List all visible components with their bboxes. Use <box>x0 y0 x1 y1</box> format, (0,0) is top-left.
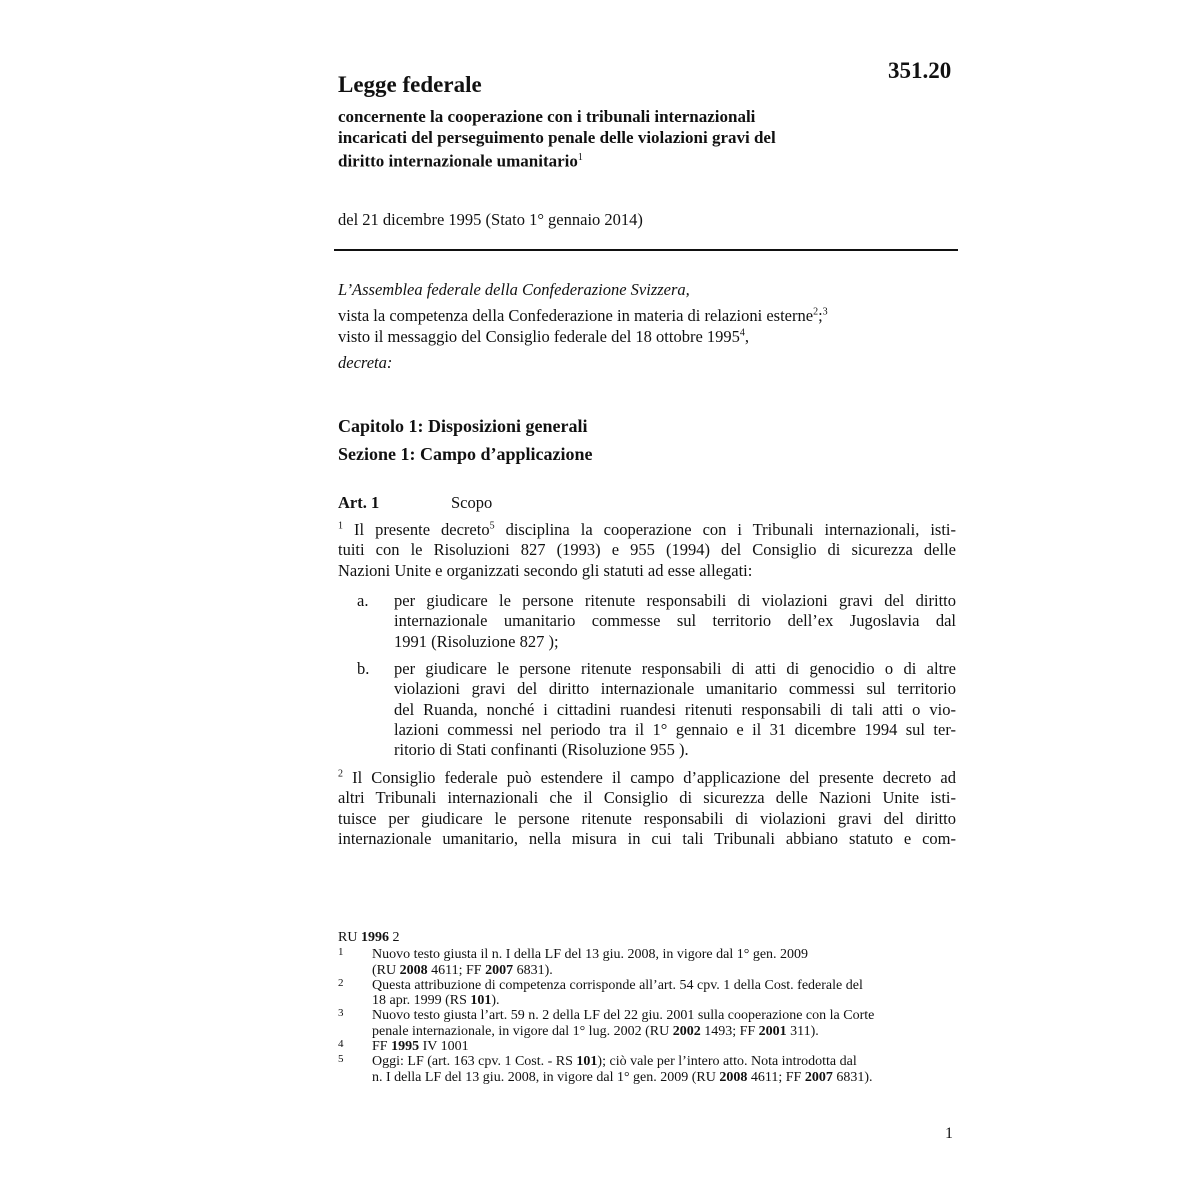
preamble-decreta: decreta: <box>338 353 393 372</box>
page-number: 1 <box>945 1125 953 1142</box>
list-item-body: per giudicare le persone ritenute responsabili di atti di genocidio o di altre violazioni gravi del diritto internazionale umanitario commessi sul territorio del Ruanda, nonché i cittadini ruandesi ritenuti responsabili di tali atti o vio- lazioni commessi nel periodo tra il 1° gennaio e il 31 dicembre 1994 sul ter- ritorio di Stati confinanti (Risoluzione 955 ). <box>394 659 956 760</box>
article-number: Art. 1 <box>338 493 380 512</box>
footnote-5: 5 Oggi: LF (art. 163 cpv. 1 Cost. - RS 101); ciò vale per l’intero atto. Nota introdotta dal n. I della LF del 13 giu. 2008, in vigore dal 1° gen. 2009 (RU 2008 4611; FF 2007 6831). <box>338 1053 873 1085</box>
footnote-number: 3 <box>338 1007 344 1020</box>
footnote-number: 1 <box>338 946 344 959</box>
subtitle-line: incaricati del perseguimento penale delle violazioni gravi del <box>338 127 776 147</box>
paragraph-line: altri Tribunali internazionali che il Consiglio di sicurezza delle Nazioni Unite isti- <box>338 788 956 808</box>
footnote-number: 4 <box>338 1038 344 1051</box>
list-item-body: per giudicare le persone ritenute responsabili di violazioni gravi del diritto internazionale umanitario commesse sul territorio dell’ex Jugoslavia dal 1991 (Risoluzione 827 ); <box>394 591 956 651</box>
paragraph-line: $^1$ Il presente decreto$^5$ disciplina la cooperazione con i Tribunali internazionali, isti- <box>338 520 956 539</box>
footnote-ref[interactable]: 4 <box>739 327 745 339</box>
list-letter: b. <box>357 659 370 678</box>
preamble-line-2: visto il messaggio del Consiglio federale del 18 ottobre 1995$^4$, <box>338 327 750 346</box>
header-divider <box>334 249 958 251</box>
paragraph-line: tuiti con le Risoluzioni 827 (1993) e 955 (1994) del Consiglio di sicurezza delle <box>338 540 956 560</box>
document-title: Legge federale <box>338 72 482 97</box>
preamble-line-1: vista la competenza della Confederazione in materia di relazioni esterne$^2$;$^3$ <box>338 306 828 325</box>
footnote-1: 1 Nuovo testo giusta il n. I della LF del 13 giu. 2008, in vigore dal 1° gen. 2009 (RU 2008 4611; FF 2007 6831). <box>338 946 809 978</box>
date-line: del 21 dicembre 1995 (Stato 1° gennaio 2014) <box>338 210 643 229</box>
paragraph-line: Nazioni Unite e organizzati secondo gli statuti ad esse allegati: <box>338 560 753 580</box>
paragraph-line: internazionale umanitario, nella misura in cui tali Tribunali abbiano statuto e com- <box>338 828 956 848</box>
list-letter: a. <box>357 591 369 610</box>
preamble-assembly: L’Assemblea federale della Confederazione Svizzera, <box>338 280 690 299</box>
subtitle-line: diritto internazionale umanitario$^1$ <box>338 151 583 171</box>
paragraph-line: $^2$ Il Consiglio federale può estendere il campo d’applicazione del presente decreto ad <box>338 768 956 787</box>
document-subtitle <box>338 107 776 172</box>
article-paragraph-2 <box>338 768 956 849</box>
footnote-ref[interactable]: 3 <box>822 306 828 318</box>
chapter-heading: Capitolo 1: Disposizioni generali <box>338 416 588 436</box>
footnote-ref[interactable]: 2 <box>813 306 819 318</box>
ru-reference: RU 1996 2 <box>338 930 400 945</box>
footnote-number: 5 <box>338 1053 344 1066</box>
footnote-3: 3 Nuovo testo giusta l’art. 59 n. 2 della LF del 22 giu. 2001 sulla cooperazione con la Corte penale internazionale, in vigore dal 1° lug. 2002 (RU 2002 1493; FF 2001 311). <box>338 1007 875 1039</box>
article-paragraph-1 <box>338 520 956 581</box>
footnote-ref[interactable]: 5 <box>489 520 495 532</box>
footnote-4: 4 FF 1995 IV 1001 <box>338 1038 469 1055</box>
subtitle-line: concernente la cooperazione con i tribunali internazionali <box>338 107 756 126</box>
article-title: Scopo <box>451 493 493 512</box>
sr-number: 351.20 <box>888 58 952 83</box>
footnotes <box>338 930 874 1085</box>
footnote-ref[interactable]: 1 <box>577 152 583 163</box>
section-heading: Sezione 1: Campo d’applicazione <box>338 444 593 464</box>
paragraph-line: tuisce per giudicare le persone ritenute responsabili di violazioni gravi del diritto <box>338 808 956 828</box>
footnote-2: 2 Questa attribuzione di competenza corrisponde all’art. 54 cpv. 1 della Cost. federale del 18 apr. 1999 (RS 101). <box>338 976 863 1009</box>
footnote-number: 2 <box>338 976 344 989</box>
